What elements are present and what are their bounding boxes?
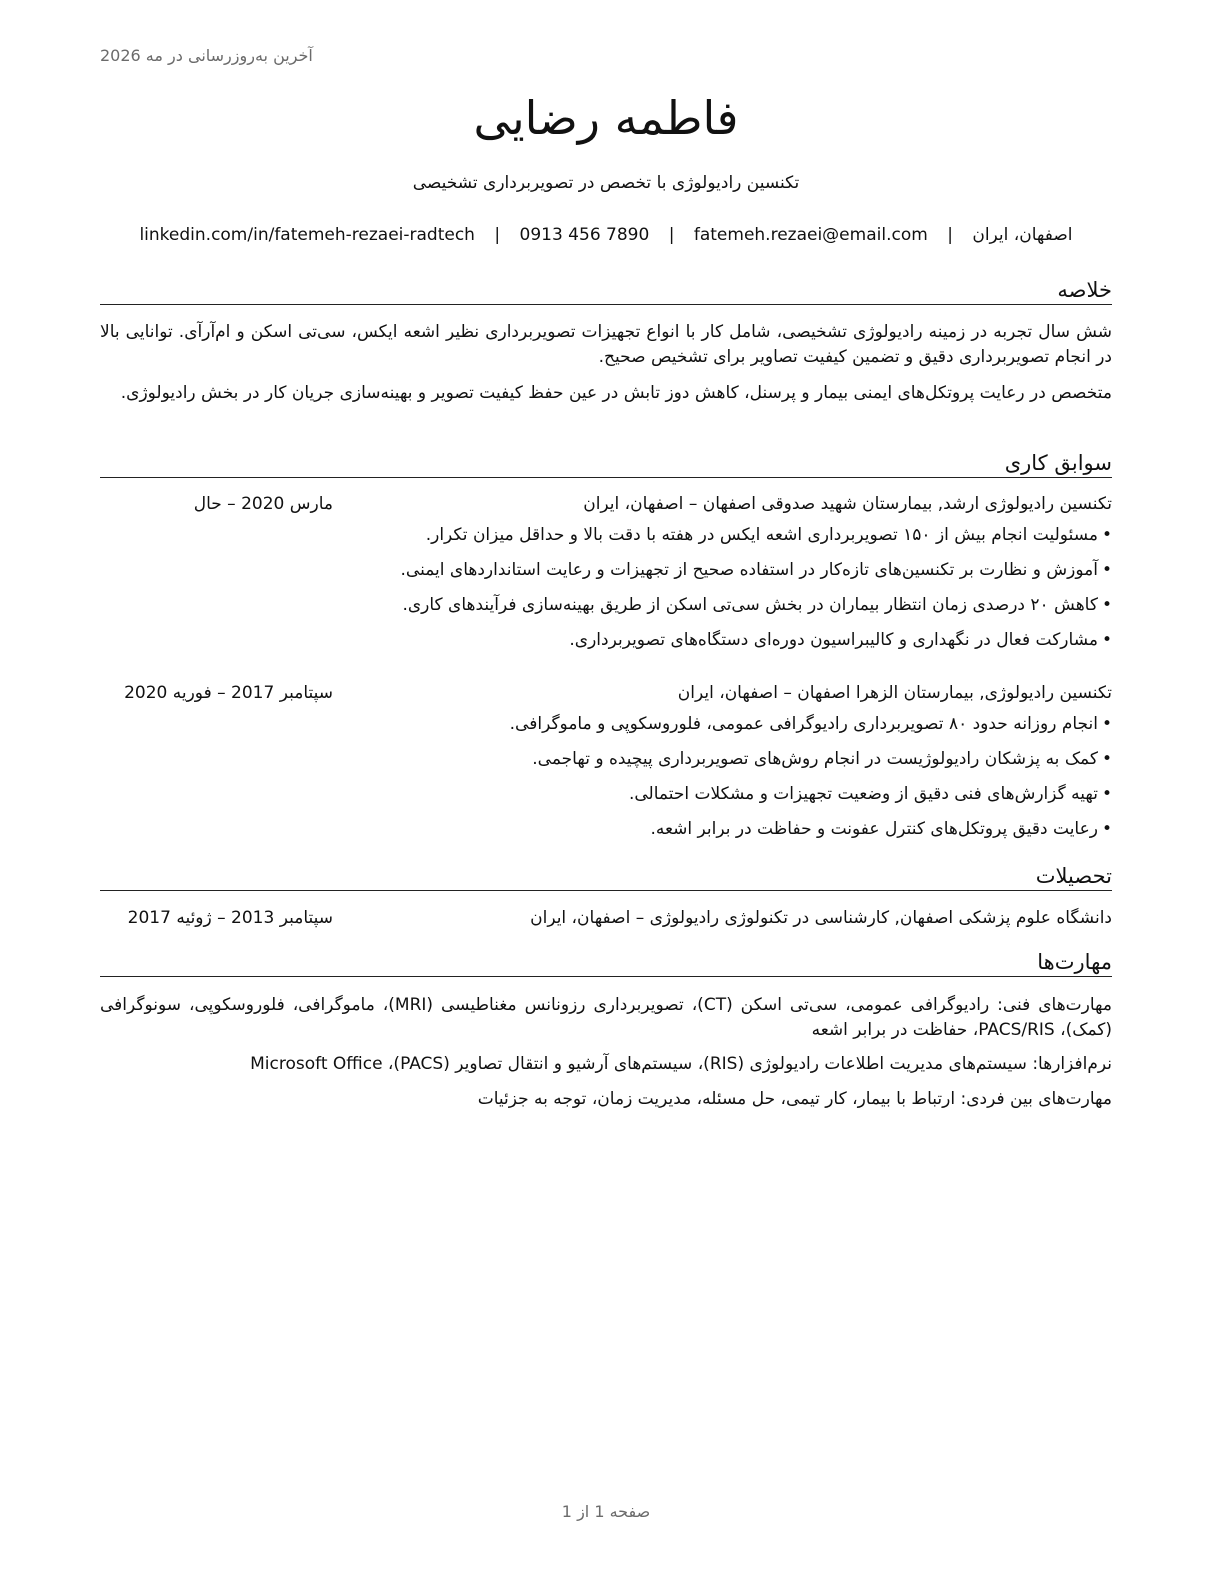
last-updated-note: آخرین به‌روزرسانی در مه 2026 [100, 46, 313, 65]
list-item: •مشارکت فعال در نگهداری و کالیبراسیون دوره‌ای دستگاه‌های تصویربرداری. [569, 630, 1112, 650]
list-item: •آموزش و نظارت بر تکنسین‌های تازه‌کار در استفاده صحیح از تجهیزات و رعایت استانداردهای ایمنی. [400, 560, 1112, 580]
list-item: •کمک به پزشکان رادیولوژیست در انجام روش‌های تصویربرداری پیچیده و تهاجمی. [532, 749, 1112, 769]
section-title-education: تحصیلات [100, 862, 1112, 891]
bullet-icon: • [1101, 595, 1112, 615]
bullet-icon: • [1101, 819, 1112, 839]
bullet-icon: • [1101, 784, 1112, 804]
job-title: تکنسین رادیولوژی, بیمارستان الزهرا اصفهان – اصفهان، ایران [677, 683, 1112, 703]
bullet-icon: • [1101, 714, 1112, 734]
candidate-name: فاطمه رضایی [473, 91, 739, 145]
section-title-experience: سوابق کاری [100, 449, 1112, 478]
education-dates: سپتامبر 2013 – ژوئیه 2017 [127, 908, 333, 928]
job-header [100, 491, 1112, 517]
professional-headline: تکنسین رادیولوژی با تخصص در تصویربرداری تشخیصی [412, 173, 800, 193]
bullet-icon: • [1101, 525, 1112, 545]
job-dates: مارس 2020 – حال [193, 494, 333, 514]
contact-linkedin-link[interactable]: linkedin.com/in/fatemeh-rezaei-radtech [139, 225, 475, 245]
section-title-summary: خلاصه [100, 276, 1112, 305]
bullet-icon: • [1101, 630, 1112, 650]
contact-separator: | [494, 225, 501, 245]
bullet-icon: • [1101, 749, 1112, 769]
list-item: •کاهش ۲۰ درصدی زمان انتظار بیماران در بخش سی‌تی اسکن از طریق بهینه‌سازی فرآیندهای کاری. [402, 595, 1112, 615]
list-item: •انجام روزانه حدود ۸۰ تصویربرداری رادیوگرافی عمومی، فلوروسکوپی و ماموگرافی. [509, 714, 1112, 734]
contact-phone[interactable]: 0913 456 7890 [519, 225, 650, 245]
list-item: •تهیه گزارش‌های فنی دقیق از وضعیت تجهیزات و مشکلات احتمالی. [628, 784, 1112, 804]
job-dates: سپتامبر 2017 – فوریه 2020 [124, 683, 333, 703]
contact-separator: | [947, 225, 953, 245]
skills-line-software: نرم‌افزارها: سیستم‌های مدیریت اطلاعات رادیولوژی (RIS)، سیستم‌های آرشیو و انتقال تصاویر (PACS)، Microsoft Office [250, 1054, 1112, 1074]
contact-location: اصفهان، ایران [972, 225, 1073, 245]
job-header [100, 680, 1112, 706]
summary-paragraph: شش سال تجربه در زمینه رادیولوژی تشخیصی، شامل کار با انواع تجهیزات تصویربرداری نظیر اشعه ایکس، سی‌تی اسکن و ام‌آرآی. توانایی بالا در انجام تصویربرداری دقیق و تضمین کیفیت تصاویر برای تشخیص صحیح. [100, 322, 1112, 367]
job-bullets [100, 711, 1112, 851]
skills-line-interpersonal: مهارت‌های بین فردی: ارتباط با بیمار، کار تیمی، حل مسئله، مدیریت زمان، توجه به جزئیات [477, 1089, 1112, 1109]
page-number: صفحه 1 از 1 [561, 1502, 651, 1521]
list-item: •رعایت دقیق پروتکل‌های کنترل عفونت و حفاظت در برابر اشعه. [650, 819, 1112, 839]
job-title: تکنسین رادیولوژی ارشد, بیمارستان شهید صدوقی اصفهان – اصفهان، ایران [583, 494, 1112, 514]
education-degree: دانشگاه علوم پزشکی اصفهان, کارشناسی در تکنولوژی رادیولوژی – اصفهان، ایران [530, 908, 1112, 928]
contact-separator: | [668, 225, 675, 245]
contact-line [100, 222, 1112, 248]
resume-page [100, 0, 1112, 1584]
skills-line-technical: مهارت‌های فنی: رادیوگرافی عمومی، سی‌تی اسکن (CT)، تصویربرداری رزونانس مغناطیسی (MRI)، ماموگرافی، فلوروسکوپی، سونوگرافی (کمک)، PACS/RIS، حفاظت در برابر اشعه [100, 995, 1112, 1040]
list-item: •مسئولیت انجام بیش از ۱۵۰ تصویربرداری اشعه ایکس در هفته با دقت بالا و حداقل میزان تکرار. [425, 525, 1112, 545]
summary-paragraph: متخصص در رعایت پروتکل‌های ایمنی بیمار و پرسنل، کاهش دوز تابش در عین حفظ کیفیت تصویر و بهینه‌سازی جریان کار در بخش رادیولوژی. [120, 383, 1112, 403]
bullet-icon: • [1101, 560, 1112, 580]
section-title-skills: مهارت‌ها [100, 948, 1112, 977]
job-bullets [100, 522, 1112, 662]
education-entry [100, 905, 1112, 931]
contact-email[interactable]: fatemeh.rezaei@email.com [693, 225, 928, 245]
